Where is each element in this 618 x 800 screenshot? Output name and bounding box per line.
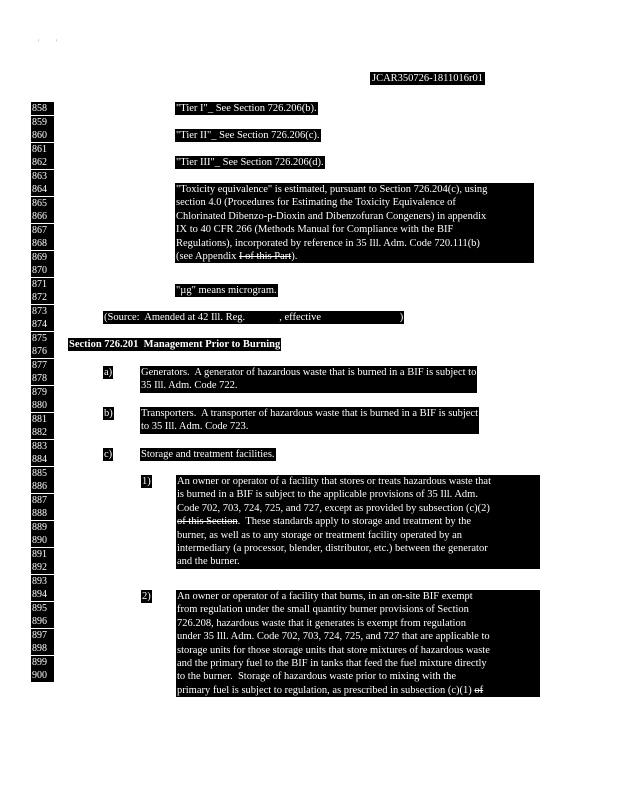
line-number: 864	[31, 183, 54, 196]
struck-text: of this Section	[177, 516, 238, 528]
line-number: 858	[31, 102, 54, 115]
definition-tier3: "Tier III"_ See Section 726.206(d).	[176, 157, 324, 168]
line-number: 860	[31, 129, 54, 142]
line-number: 866	[31, 210, 54, 223]
line-number: 865	[31, 197, 54, 210]
line-number: 884	[31, 453, 54, 466]
item-c2-text	[176, 590, 540, 697]
struck-text: of	[474, 684, 484, 696]
line-number: 874	[31, 318, 54, 331]
item-c2-label: 2)	[142, 591, 151, 602]
line-number: 881	[31, 413, 54, 426]
item-c1-line: These standards apply to storage and treatment by the	[245, 516, 472, 528]
line-number: 888	[31, 507, 54, 520]
line-number: 898	[31, 642, 54, 655]
punct: .	[237, 516, 246, 528]
line-number: 875	[31, 332, 54, 345]
document-id: JCAR350726-1811016r01	[372, 73, 484, 84]
line-number: 882	[31, 426, 54, 439]
item-a-label: a)	[104, 367, 113, 378]
line-number: 863	[31, 170, 54, 183]
item-c1-line: is burned in a BIF is subject to the applicable provisions of 35 Ill. Adm.	[177, 489, 478, 501]
item-c2-line: primary fuel is subject to regulation, as prescribed in subsection (c)(1)	[177, 684, 475, 696]
toxicity-line: "Toxicity equivalence" is estimated, pursuant to Section 726.204(c), using	[176, 184, 488, 195]
scan-marks: ' '	[38, 38, 57, 47]
item-a-line: 35 Ill. Adm. Code 722.	[141, 380, 238, 392]
struck-text: I of this Part	[239, 251, 292, 263]
item-b-line: to 35 Ill. Adm. Code 723.	[141, 421, 249, 433]
item-c2-line: 726.208, hazardous waste that it generates is exempt from regulation	[177, 617, 466, 629]
definition-tier2: "Tier II"_ See Section 726.206(c).	[176, 130, 320, 141]
line-number: 885	[31, 467, 54, 480]
line-number: 894	[31, 588, 54, 601]
line-number: 893	[31, 575, 54, 588]
line-number: 878	[31, 372, 54, 385]
definition-microgram: "µg" means microgram.	[176, 285, 277, 296]
item-c-label: c)	[104, 449, 113, 460]
line-number: 872	[31, 291, 54, 304]
item-c1-line: Code 702, 703, 724, 725, and 727, except as provided by subsection (c)(2)	[177, 502, 490, 514]
toxicity-line: section 4.0 (Procedures for Estimating the Toxicity Equivalence of	[176, 197, 456, 209]
item-c2-line: storage units for those storage units that store mixtures of hazardous waste	[177, 644, 490, 656]
item-b-line: Transporters. A transporter of hazardous waste that is burned in a BIF is subject	[141, 408, 479, 419]
line-number: 890	[31, 534, 54, 547]
line-number: 861	[31, 143, 54, 156]
item-c2-line: from regulation under the small quantity burner provisions of Section	[177, 604, 469, 616]
line-number: 867	[31, 224, 54, 237]
source-note: (Source: Amended at 42 Ill. Reg. , effective )	[104, 312, 404, 323]
definition-tier1: "Tier I"_ See Section 726.206(b).	[176, 103, 317, 114]
item-c2-line: An owner or operator of a facility that burns, in an on-site BIF exempt	[177, 591, 473, 602]
line-number: 897	[31, 629, 54, 642]
line-number: 891	[31, 548, 54, 561]
line-number: 871	[31, 278, 54, 291]
item-c2-line: and the primary fuel to the BIF in tanks that feed the fuel mixture directly	[177, 658, 487, 670]
item-c1-line: and the burner.	[177, 556, 240, 568]
toxicity-line: IX to 40 CFR 266 (Methods Manual for Compliance with the BIF	[176, 224, 454, 236]
line-number: 879	[31, 386, 54, 399]
line-number: 886	[31, 480, 54, 493]
line-number: 868	[31, 237, 54, 250]
line-number: 873	[31, 305, 54, 318]
item-c2-line: under 35 Ill. Adm. Code 702, 703, 724, 725, and 727 that are applicable to	[177, 631, 490, 643]
line-number: 877	[31, 359, 54, 372]
line-number: 889	[31, 521, 54, 534]
section-heading: Section 726.201 Management Prior to Burning	[69, 339, 281, 350]
line-number: 876	[31, 345, 54, 358]
toxicity-end: ).	[291, 251, 298, 263]
line-number: 880	[31, 399, 54, 412]
definition-toxicity	[175, 183, 534, 263]
line-number: 887	[31, 494, 54, 507]
item-c1-line: intermediary (a processor, blender, distributor, etc.) between the generator	[177, 543, 488, 555]
line-number: 859	[31, 116, 54, 129]
line-number: 883	[31, 440, 54, 453]
item-c1-label: 1)	[142, 476, 151, 487]
item-a-text	[140, 366, 477, 393]
line-number: 869	[31, 251, 54, 264]
item-c1-line: burner, as well as to any storage or treatment facility operated by an	[177, 529, 463, 541]
toxicity-line: Chlorinated Dibenzo-p-Dioxin and Dibenzofuran Congeners) in appendix	[176, 210, 487, 222]
line-number: 895	[31, 602, 54, 615]
item-c2-line: to the burner. Storage of hazardous waste prior to mixing with the	[177, 671, 457, 683]
line-number: 862	[31, 156, 54, 169]
toxicity-line: Regulations), incorporated by reference in 35 Ill. Adm. Code 720.111(b)	[176, 237, 480, 249]
item-b-text	[140, 407, 479, 434]
toxicity-line: (see Appendix	[176, 251, 239, 263]
item-b-label: b)	[104, 408, 113, 419]
item-c-text: Storage and treatment facilities.	[141, 449, 275, 460]
line-number: 900	[31, 669, 54, 682]
item-c1-text	[176, 475, 540, 569]
item-c1-line: An owner or operator of a facility that stores or treats hazardous waste that	[177, 476, 492, 487]
line-number: 892	[31, 561, 54, 574]
line-number: 899	[31, 656, 54, 669]
item-a-line: Generators. A generator of hazardous waste that is burned in a BIF is subject to	[141, 367, 477, 378]
line-number: 870	[31, 264, 54, 277]
line-number: 896	[31, 615, 54, 628]
